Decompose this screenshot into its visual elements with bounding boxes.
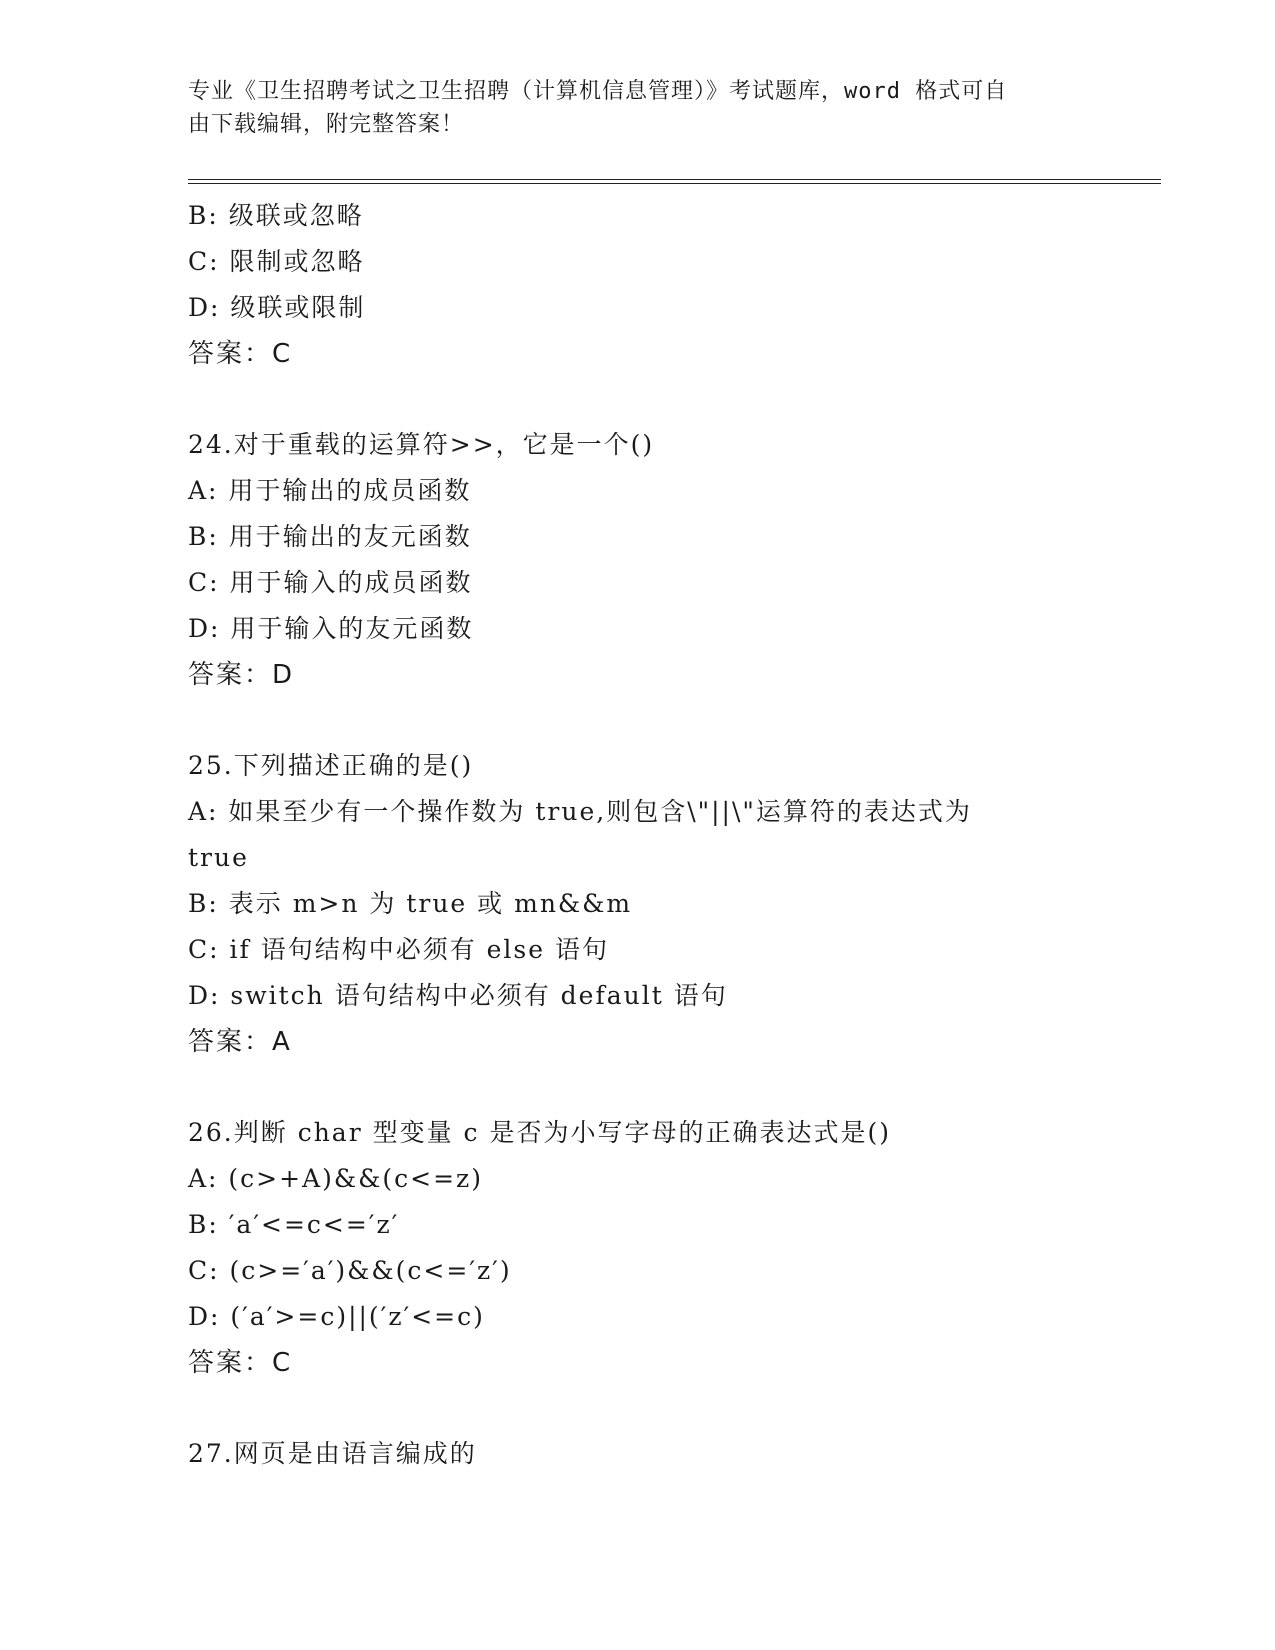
question-25-block [188,743,1088,1065]
q23-option-b: B: 级联或忽略 [188,201,364,230]
q25-option-a-continued: true [188,843,249,872]
q25-answer: 答案：A [188,1027,292,1057]
q26-option-d: D: (′a′>=c)||(′z′<=c) [188,1302,485,1331]
q25-option-d: D: switch 语句结构中必须有 default 语句 [188,981,728,1010]
header-line-2: 由下载编辑，附完整答案！ [188,112,465,137]
q26-option-c: C: (c>=′a′)&&(c<=′z′) [188,1256,512,1285]
q24-option-b: B: 用于输出的友元函数 [188,522,472,551]
q25-option-c: C: if 语句结构中必须有 else 语句 [188,935,610,964]
question-list [188,193,1088,1477]
q26-option-b: B: ′a′<=c<=′z′ [188,1210,400,1239]
q25-option-a: A: 如果至少有一个操作数为 true,则包含\"||\"运算符的表达式为 [188,797,972,826]
q25-option-b: B: 表示 m>n 为 true 或 mn&&m [188,889,633,918]
header-line-1: 专业《卫生招聘考试之卫生招聘（计算机信息管理）》考试题库，word 格式可自 [188,79,1008,104]
q24-option-a: A: 用于输出的成员函数 [188,476,472,505]
q24-question: 24.对于重载的运算符>>，它是一个() [188,430,655,459]
spacer [188,1386,1088,1431]
document-header [188,75,1088,141]
spacer [188,698,1088,743]
header-divider-top [188,179,1161,180]
q24-option-c: C: 用于输入的成员函数 [188,568,473,597]
q25-question: 25.下列描述正确的是() [188,751,474,780]
q27-question: 27.网页是由语言编成的 [188,1439,477,1468]
q26-question: 26.判断 char 型变量 c 是否为小写字母的正确表达式是() [188,1118,892,1147]
question-27-block [188,1431,1088,1477]
q26-option-a: A: (c>+A)&&(c<=z) [188,1164,483,1193]
q23-option-d: D: 级联或限制 [188,293,366,322]
q24-option-d: D: 用于输入的友元函数 [188,614,474,643]
spacer [188,1065,1088,1110]
question-24-block [188,422,1088,698]
q23-option-c: C: 限制或忽略 [188,247,365,276]
header-divider-bottom [188,183,1161,184]
q23-answer: 答案：C [188,339,293,369]
q24-answer: 答案：D [188,660,295,690]
question-23-block [188,193,1088,377]
spacer [188,377,1088,422]
question-26-block [188,1110,1088,1386]
q26-answer: 答案：C [188,1348,293,1378]
